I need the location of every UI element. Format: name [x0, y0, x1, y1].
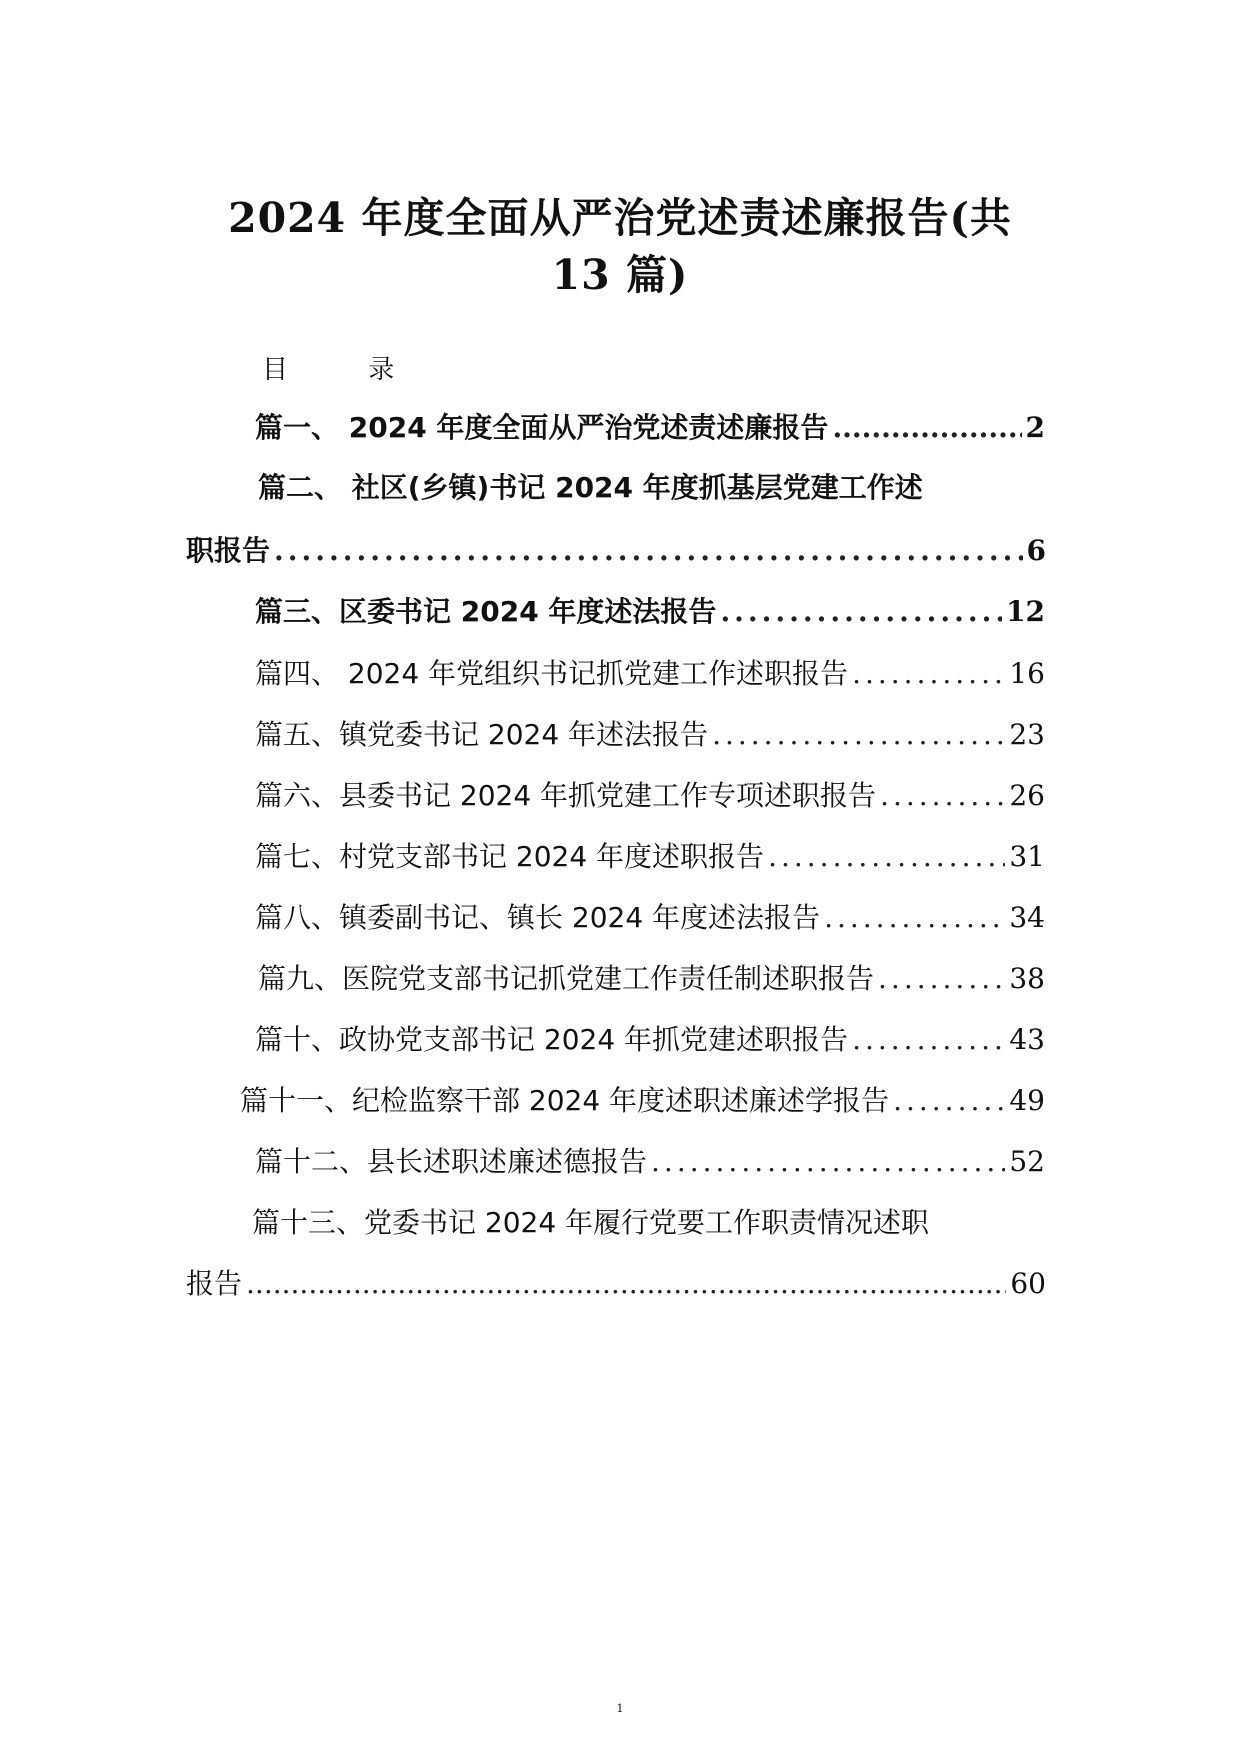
toc-entry-title: 篇一、 2024 年度全面从严治党述责述廉报告 [255, 411, 829, 444]
toc-entry-title: 篇十、政协党支部书记 2024 年抓党建述职报告 [255, 1023, 849, 1056]
toc-entry-page: 31 [1009, 840, 1045, 873]
toc-entry-8[interactable] [255, 898, 1045, 938]
toc-entry-page: 34 [1009, 901, 1045, 934]
toc-entry-title: 篇八、镇委副书记、镇长 2024 年度述法报告 [255, 901, 821, 934]
toc-entry-1[interactable] [255, 408, 1045, 448]
toc-leader-dots [246, 1264, 1006, 1304]
toc-entry-11[interactable] [240, 1081, 1045, 1121]
toc-entry-4[interactable] [255, 654, 1045, 694]
toc-leader-dots [832, 408, 1021, 448]
toc-entry-title: 篇六、县委书记 2024 年抓党建工作专项述职报告 [255, 779, 877, 812]
toc-entry-page: 2 [1025, 411, 1045, 444]
toc-entry-page: 38 [1009, 962, 1045, 995]
toc-leader-dots [852, 1020, 1005, 1060]
toc-entry-13-line-1[interactable]: 篇十三、党委书记 2024 年履行党要工作职责情况述职 [252, 1206, 930, 1239]
toc-entry-3[interactable] [255, 592, 1045, 632]
toc-entry-13-line-2[interactable] [186, 1264, 1046, 1304]
toc-entry-page: 23 [1009, 718, 1045, 751]
toc-entry-title: 篇四、 2024 年党组织书记抓党建工作述职报告 [255, 657, 849, 690]
toc-leader-dots [712, 715, 1005, 755]
toc-leader-dots [852, 654, 1005, 694]
toc-leader-dots [768, 837, 1005, 877]
toc-entry-title: 职报告 [186, 534, 271, 567]
toc-entry-title: 篇七、村党支部书记 2024 年度述职报告 [255, 840, 765, 873]
toc-entry-6[interactable] [255, 776, 1045, 816]
toc-entry-5[interactable] [255, 715, 1045, 755]
toc-entry-page: 49 [1009, 1084, 1045, 1117]
toc-leader-dots [878, 959, 1005, 999]
toc-entry-9[interactable] [258, 959, 1045, 999]
toc-leader-dots [824, 898, 1005, 938]
toc-entry-2-line-1[interactable]: 篇二、 社区(乡镇)书记 2024 年度抓基层党建工作述 [258, 471, 923, 504]
document-title-line-2: 13 篇) [551, 251, 689, 299]
toc-entry-10[interactable] [255, 1020, 1045, 1060]
toc-entry-page: 60 [1010, 1267, 1046, 1300]
toc-entry-12[interactable] [255, 1142, 1045, 1182]
toc-entry-title: 篇九、医院党支部书记抓党建工作责任制述职报告 [258, 962, 875, 995]
toc-entry-7[interactable] [255, 837, 1045, 877]
toc-heading: 目 录 [262, 355, 431, 385]
toc-entry-title: 篇三、区委书记 2024 年度述法报告 [255, 595, 717, 628]
toc-entry-page: 26 [1009, 779, 1045, 812]
document-title-line-1: 2024 年度全面从严治党述责述廉报告(共 [228, 194, 1012, 242]
toc-leader-dots [651, 1142, 1005, 1182]
toc-entry-2-line-2[interactable] [186, 531, 1046, 571]
toc-entry-title: 篇五、镇党委书记 2024 年述法报告 [255, 718, 709, 751]
toc-entry-title: 篇十二、县长述职述廉述德报告 [255, 1145, 648, 1178]
toc-entry-page: 6 [1026, 534, 1046, 567]
toc-entry-page: 43 [1009, 1023, 1045, 1056]
toc-leader-dots [893, 1081, 1005, 1121]
toc-leader-dots [274, 531, 1023, 571]
toc-entry-title: 篇十一、纪检监察干部 2024 年度述职述廉述学报告 [240, 1084, 890, 1117]
toc-leader-dots [880, 776, 1005, 816]
toc-entry-title: 报告 [186, 1267, 243, 1300]
toc-entry-page: 16 [1009, 657, 1045, 690]
toc-entry-page: 12 [1006, 595, 1045, 628]
toc-entry-page: 52 [1009, 1145, 1045, 1178]
toc-leader-dots [720, 592, 1002, 632]
page-number: 1 [616, 1702, 624, 1715]
